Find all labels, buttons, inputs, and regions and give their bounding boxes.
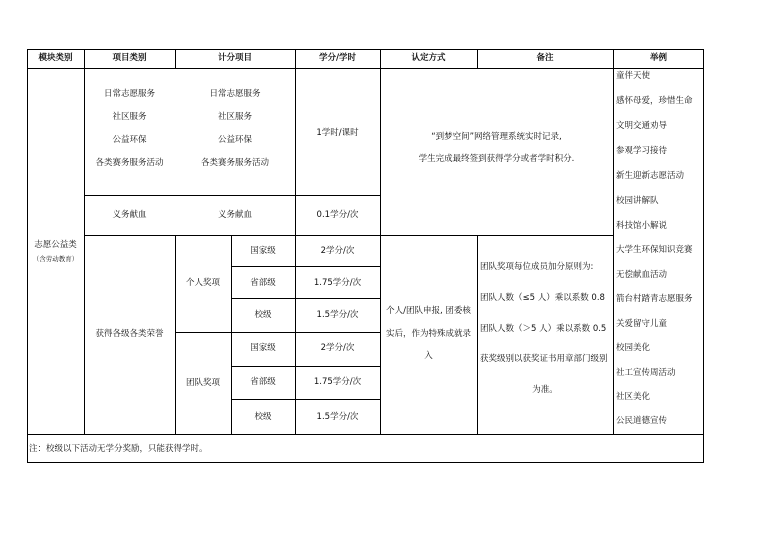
score-item: 公益环保	[217, 135, 252, 145]
row-line	[231, 266, 380, 267]
remark-text: 获奖级别以获奖证书用章部门级别	[480, 354, 608, 364]
row-line	[175, 332, 380, 333]
example-item: 文明交通劝导	[616, 121, 668, 131]
credit-value: 2学分/次	[320, 246, 355, 256]
table-border-right	[703, 49, 704, 463]
remark-text: 为准。	[532, 385, 558, 395]
col-line	[477, 235, 478, 434]
example-item: 关爱留守儿童	[616, 319, 668, 329]
example-item: 箭台村踏青志愿服务	[616, 294, 693, 304]
row-line	[231, 399, 380, 400]
example-item: 参观学习接待	[616, 146, 668, 156]
col-line	[84, 49, 85, 434]
credit-value: 1.5学分/次	[316, 310, 359, 320]
credit-table	[27, 49, 704, 463]
remark-text: 团队人数（＞5 人）乘以系数 0.5	[480, 324, 607, 334]
credit-value: 1学时/课时	[316, 128, 359, 138]
item-category: 社区服务	[112, 112, 147, 122]
module-name: 志愿公益类	[34, 240, 77, 250]
item-category: 公益环保	[112, 135, 147, 145]
example-item: 社区美化	[616, 392, 651, 402]
item-category: 义务献血	[112, 210, 147, 220]
header-method: 认定方式	[411, 53, 446, 63]
score-item: 义务献血	[217, 210, 252, 220]
award-type-team: 团队奖项	[185, 378, 220, 388]
example-item: 大学生环保知识竞赛	[616, 245, 693, 255]
col-line	[175, 235, 176, 434]
award-level: 省部级	[250, 278, 276, 288]
example-item: 无偿献血活动	[616, 270, 668, 280]
header-item-category: 项目类别	[112, 53, 147, 63]
credit-value: 2学分/次	[320, 343, 355, 353]
credit-value: 1.5学分/次	[316, 412, 359, 422]
module-sub: （含劳动教育）	[32, 255, 79, 263]
table-note: 注：校级以下活动无学分奖励，只能获得学时。	[29, 444, 208, 454]
award-level: 国家级	[250, 246, 276, 256]
award-type-personal: 个人奖项	[185, 278, 220, 288]
award-level: 校级	[254, 310, 272, 320]
credit-value: 0.1学分/次	[316, 210, 359, 220]
header-example: 举例	[649, 53, 667, 63]
method-text: 实后，作为特殊成就录	[385, 329, 471, 339]
header-score-item: 计分项目	[217, 53, 252, 63]
method-text: “到梦空间”网络管理系统实时记录,	[431, 132, 562, 142]
header-bottom-line	[27, 68, 704, 69]
credit-value: 1.75学分/次	[313, 278, 362, 288]
example-item: 科技馆小解说	[616, 221, 668, 231]
header-credit: 学分/学时	[318, 53, 357, 63]
award-level: 国家级	[250, 343, 276, 353]
item-category: 获得各级各类荣誉	[95, 329, 164, 339]
score-item: 日常志愿服务	[209, 89, 261, 99]
example-item: 校园美化	[616, 343, 651, 353]
award-level: 省部级	[250, 377, 276, 387]
example-item: 社工宣传周活动	[616, 368, 676, 378]
item-category: 各类赛务服务活动	[95, 158, 164, 168]
score-item: 各类赛务服务活动	[200, 158, 269, 168]
method-text: 入	[424, 351, 433, 361]
example-item: 新生迎新志愿活动	[616, 171, 685, 181]
table-border-top	[27, 49, 704, 50]
method-text: 学生完成最终签到获得学分或者学时积分.	[418, 154, 575, 164]
score-item: 社区服务	[217, 112, 252, 122]
method-text: 个人/团队申报, 团委核	[386, 306, 471, 316]
row-line	[27, 434, 704, 435]
remark-text: 团队奖项每位成员加分原则为:	[480, 262, 594, 272]
col-line	[380, 49, 381, 434]
example-item: 感怀母爱，珍惜生命	[616, 96, 693, 106]
example-item: 公民道德宣传	[616, 416, 668, 426]
row-line	[231, 298, 380, 299]
col-line	[613, 49, 614, 434]
header-module: 模块类别	[38, 53, 73, 63]
row-line	[84, 235, 613, 236]
header-remark: 备注	[536, 53, 554, 63]
row-line	[84, 195, 380, 196]
row-line	[231, 366, 380, 367]
table-border-bottom	[27, 462, 704, 463]
remark-text: 团队人数（≤5 人）乘以系数 0.8	[480, 293, 605, 303]
col-line	[231, 235, 232, 434]
credit-value: 1.75学分/次	[313, 377, 362, 387]
example-item: 童伴天使	[616, 71, 651, 81]
award-level: 校级	[254, 412, 272, 422]
item-category: 日常志愿服务	[103, 89, 155, 99]
example-item: 校园讲解队	[616, 196, 659, 206]
